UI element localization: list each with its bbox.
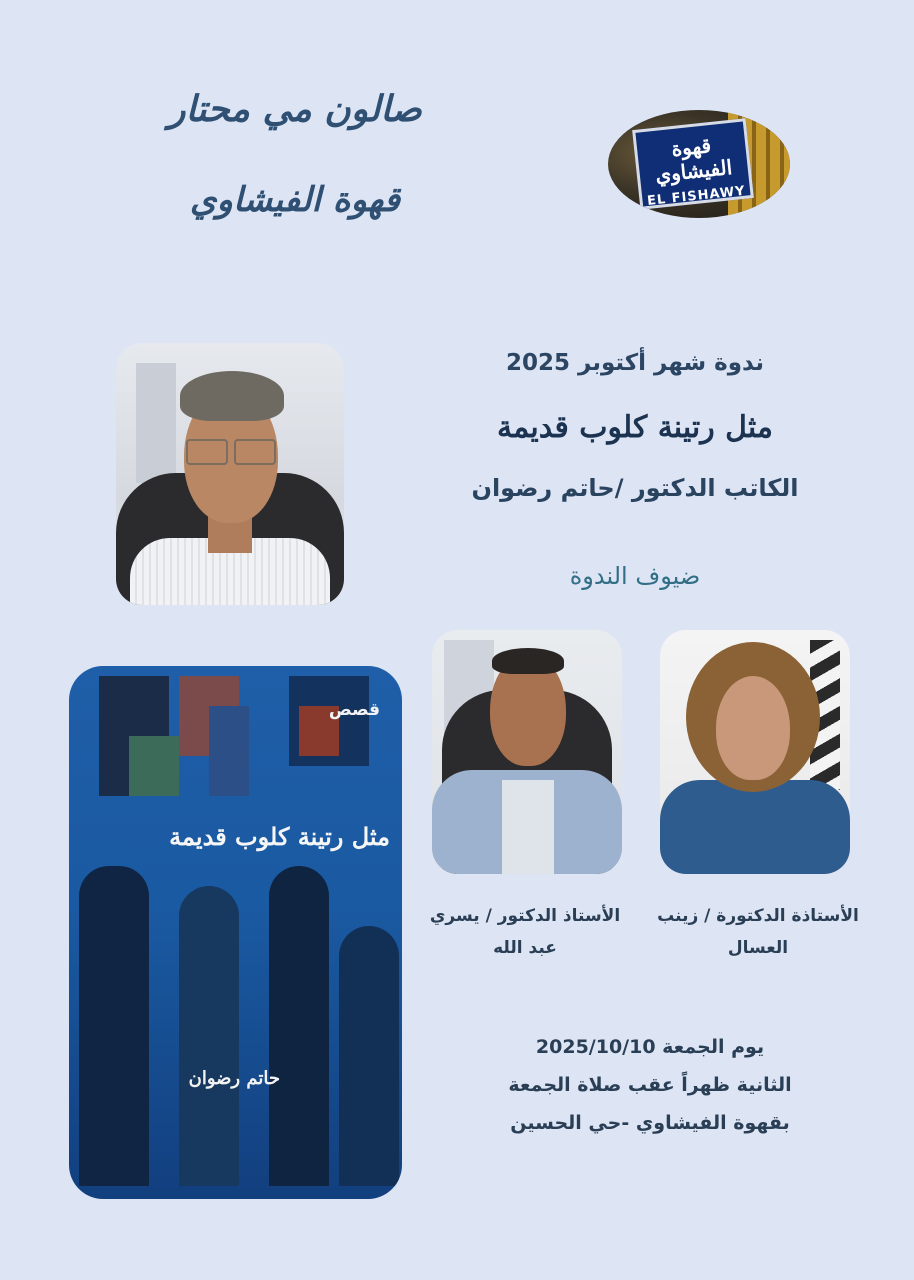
guest1-shirt — [502, 780, 554, 874]
event-book-title: مثل رتينة كلوب قديمة — [496, 410, 774, 445]
guest-name-yousry — [420, 900, 630, 964]
guest-name-zeinab — [650, 900, 866, 964]
event-author-line: الكاتب الدكتور /حاتم رضوان — [471, 474, 799, 502]
salon-title: صالون مي محتار — [168, 88, 422, 130]
logo-arabic-text: قهوة الفيشاوي — [654, 133, 734, 187]
event-place: بقهوة الفيشاوي -حي الحسين — [510, 1112, 790, 1134]
book-cover — [69, 666, 402, 1199]
event-date: يوم الجمعة 2025/10/10 — [535, 1036, 765, 1058]
guest2-jacket — [660, 780, 850, 874]
cover-author: حاتم رضوان — [188, 1068, 280, 1089]
event-month-line: ندوة شهر أكتوبر 2025 — [506, 350, 764, 376]
author-hair — [180, 371, 284, 421]
author-photo-backdrop — [136, 363, 176, 483]
event-schedule — [430, 1028, 870, 1142]
logo-sign — [632, 118, 754, 209]
logo-english-text: EL FISHAWY — [646, 183, 747, 209]
cover-figure — [179, 886, 239, 1186]
guest-name-line1: الأستاذة الدكتورة / زينب — [657, 906, 859, 926]
guest-photo-zeinab — [660, 630, 850, 874]
guest-photo-yousry — [432, 630, 622, 874]
author-glasses-right — [234, 439, 276, 465]
guest2-face — [716, 676, 790, 780]
el-fishawy-logo — [608, 110, 790, 218]
guest-name-line2: عبد الله — [493, 938, 557, 958]
author-photo — [116, 343, 344, 605]
salon-subtitle: قهوة الفيشاوي — [189, 180, 401, 220]
guest1-hair — [492, 648, 564, 674]
cover-figure — [269, 866, 329, 1186]
cover-painting-block — [129, 736, 179, 796]
cover-figure — [339, 926, 399, 1186]
event-time: الثانية ظهراً عقب صلاة الجمعة — [508, 1074, 792, 1096]
guests-heading: ضيوف الندوة — [569, 562, 701, 590]
guest-name-line2: العسال — [727, 938, 789, 958]
guest-name-line1: الأستاذ الدكتور / يسري — [429, 906, 621, 926]
cover-painting-block — [209, 706, 249, 796]
cover-figure — [79, 866, 149, 1186]
author-glasses-left — [186, 439, 228, 465]
cover-title: مثل رتينة كلوب قديمة — [169, 822, 390, 851]
cover-genre: قصص — [328, 700, 380, 720]
